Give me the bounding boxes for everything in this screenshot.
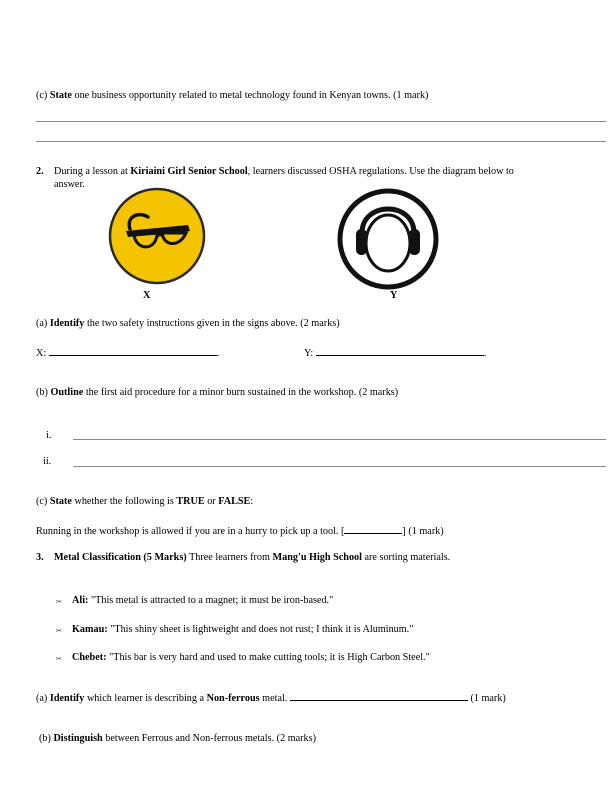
list-item: Kamau: "This shiny sheet is lightweight and does not rust; I think it is Aluminum.": [72, 624, 414, 635]
answer-line[interactable]: [36, 121, 606, 122]
question-3-number: 3.: [36, 552, 44, 563]
question-2-number: 2.: [36, 166, 44, 177]
question-1c: (c) State one business opportunity related to metal technology found in Kenyan towns. (1 mark): [36, 90, 429, 101]
scissors-bullet-icon: ✂: [56, 655, 62, 663]
question-2c: (c) State whether the following is TRUE or FALSE:: [36, 496, 254, 507]
question-2a: (a) Identify the two safety instructions given in the signs above. (2 marks): [36, 318, 340, 329]
ear-protection-icon: [336, 187, 440, 291]
list-item: Ali: "This metal is attracted to a magnet; it must be iron-based.": [72, 595, 334, 606]
answer-line[interactable]: [36, 141, 606, 142]
sign-y-label: Y: [390, 290, 398, 301]
list-item: ii.: [43, 456, 52, 467]
answer-x: X: .: [36, 348, 220, 359]
true-false-blank[interactable]: [344, 524, 402, 534]
true-false-statement: Running in the workshop is allowed if you are in a hurry to pick up a tool. [ ] (1 mark): [36, 526, 444, 537]
answer-x-blank[interactable]: [49, 346, 217, 356]
question-2-intro: During a lesson at Kiriaini Girl Senior School, learners discussed OSHA regulations. Use the diagram below to answer.: [54, 166, 514, 190]
question-3a: (a) Identify which learner is describing a Non-ferrous metal. (1 mark): [36, 693, 506, 704]
safety-goggles-icon: [108, 187, 206, 285]
answer-y-blank[interactable]: [316, 346, 484, 356]
answer-blank[interactable]: [290, 691, 468, 701]
answer-line[interactable]: [73, 439, 606, 440]
sign-x-label: X: [143, 290, 151, 301]
list-item: Chebet: "This bar is very hard and used to make cutting tools; it is High Carbon Steel.": [72, 652, 430, 663]
question-2b: (b) Outline the first aid procedure for a minor burn sustained in the workshop. (2 marks): [36, 387, 399, 398]
question-3-intro: Metal Classification (5 Marks) Three learners from Mang'u High School are sorting materials.: [54, 552, 451, 563]
question-3b: (b) Distinguish between Ferrous and Non-ferrous metals. (2 marks): [39, 733, 317, 744]
scissors-bullet-icon: ✂: [56, 627, 62, 635]
answer-line[interactable]: [73, 466, 606, 467]
list-item: i.: [46, 430, 52, 441]
answer-y: Y: .: [304, 348, 487, 359]
scissors-bullet-icon: ✂: [56, 598, 62, 606]
